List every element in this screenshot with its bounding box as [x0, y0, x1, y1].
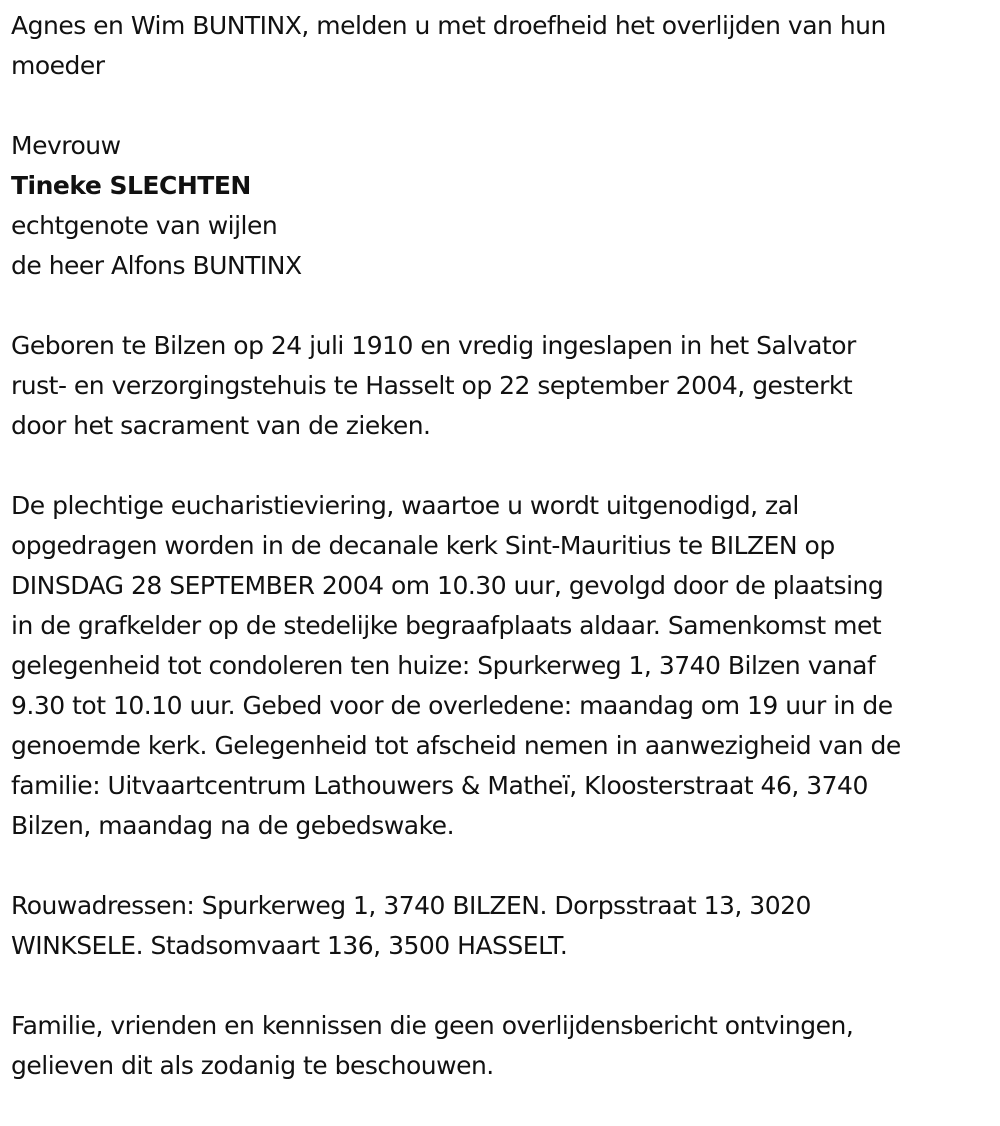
ceremony-line: familie: Uitvaartcentrum Lathouwers & Matheï, Kloosterstraat 46, 3740 — [11, 771, 868, 800]
birth-death-paragraph — [11, 326, 991, 446]
death-notice — [11, 6, 991, 1086]
ceremony-line: De plechtige eucharistieviering, waartoe u wordt uitgenodigd, zal — [11, 491, 799, 520]
addresses-paragraph — [11, 886, 991, 966]
birth-death-line: door het sacrament van de zieken. — [11, 411, 431, 440]
closing-line: gelieven dit als zodanig te beschouwen. — [11, 1051, 494, 1080]
ceremony-line: Bilzen, maandag na de gebedswake. — [11, 811, 455, 840]
intro-line: Agnes en Wim BUNTINX, melden u met droefheid het overlijden van hun — [11, 11, 886, 40]
spouse-line: de heer Alfons BUNTINX — [11, 251, 302, 280]
deceased-name: Tineke SLECHTEN — [11, 171, 251, 200]
birth-death-line: rust- en verzorgingstehuis te Hasselt op 22 september 2004, gesterkt — [11, 371, 853, 400]
ceremony-line: genoemde kerk. Gelegenheid tot afscheid nemen in aanwezigheid van de — [11, 731, 901, 760]
ceremony-line: opgedragen worden in de decanale kerk Sint-Mauritius te BILZEN op — [11, 531, 835, 560]
ceremony-line: gelegenheid tot condoleren ten huize: Spurkerweg 1, 3740 Bilzen vanaf — [11, 651, 876, 680]
addresses-line: Rouwadressen: Spurkerweg 1, 3740 BILZEN. Dorpsstraat 13, 3020 — [11, 891, 811, 920]
intro-paragraph — [11, 6, 991, 86]
salutation: Mevrouw — [11, 131, 121, 160]
ceremony-paragraph — [11, 486, 991, 846]
closing-paragraph — [11, 1006, 991, 1086]
birth-death-line: Geboren te Bilzen op 24 juli 1910 en vredig ingeslapen in het Salvator — [11, 331, 856, 360]
ceremony-line: DINSDAG 28 SEPTEMBER 2004 om 10.30 uur, gevolgd door de plaatsing — [11, 571, 884, 600]
relation-line: echtgenote van wijlen — [11, 211, 278, 240]
closing-line: Familie, vrienden en kennissen die geen overlijdensbericht ontvingen, — [11, 1011, 854, 1040]
intro-line: moeder — [11, 51, 105, 80]
ceremony-line: in de grafkelder op de stedelijke begraafplaats aldaar. Samenkomst met — [11, 611, 882, 640]
addresses-line: WINKSELE. Stadsomvaart 136, 3500 HASSELT. — [11, 931, 568, 960]
ceremony-line: 9.30 tot 10.10 uur. Gebed voor de overledene: maandag om 19 uur in de — [11, 691, 893, 720]
